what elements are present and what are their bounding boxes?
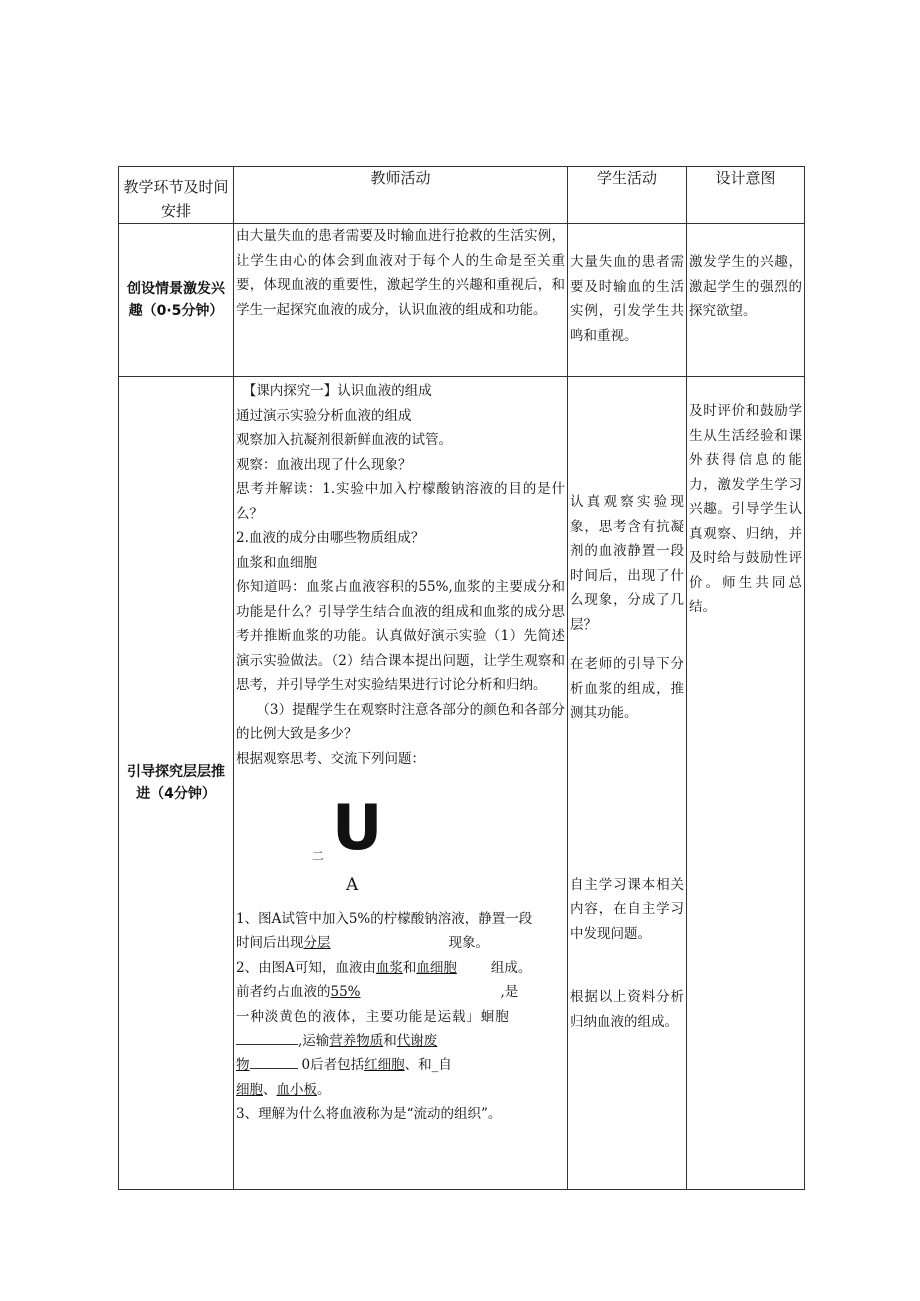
teacher-line: 观察：血液出现了什么现象？ [236, 456, 412, 473]
design-intent-scenario: 激发学生的兴趣，激起学生的强烈的探究欲望。 [689, 254, 802, 319]
teacher-line: 通过演示实验分析血液的组成 [236, 407, 412, 424]
row-inquiry [119, 377, 805, 1190]
student-activity-self-study: 自主学习课本相关内容，在自主学习中发现问题。 [570, 876, 684, 942]
question-2-line-c: 一种淡黄色的液体，主要功能是运载」蛔胞 [236, 1008, 510, 1025]
answer-platelets: 血小板 [276, 1081, 317, 1098]
answer-white-cells: 细胞 [236, 1081, 263, 1098]
lesson-plan-table [118, 166, 805, 1190]
question-2-line-d: ,运输营养物质和代谢废 [236, 1029, 565, 1053]
answer-red-blood-cells: 红细胞 [364, 1057, 405, 1074]
stage-inquiry: 引导探究层层推进（4分钟） [127, 764, 225, 802]
teacher-line: 根据观察思考、交流下列问题： [236, 750, 425, 767]
teacher-line: 观察加入抗凝剂很新鲜血液的试管。 [236, 432, 452, 448]
row-scenario [119, 224, 805, 377]
answer-blood-cells: 血细胞 [416, 959, 457, 976]
header-student-activity: 学生活动 [568, 167, 687, 224]
teacher-line: 思考并解读：1.实验中加入柠檬酸钠溶液的目的是什么？ [236, 481, 565, 522]
teacher-activity-scenario: 由大量失血的患者需要及时输血进行抢救的生活实例，让学生由心的体会到血液对于每个人的生命是至关重要，体现血液的重要性，激起学生的兴趣和重视后，和学生一起探究血液的成分，认识血液的组成和功能。 [236, 228, 565, 318]
answer-nutrients: 营养物质 [329, 1033, 384, 1050]
student-activity-analyze: 在老师的引导下分析血浆的组成，推测其功能。 [570, 656, 684, 721]
answer-plasma: 血浆 [375, 959, 403, 976]
test-tube-icon: U [332, 791, 383, 864]
design-intent-inquiry: 及时评价和鼓励学生从生活经验和课外获得信息的能力，激发学生学习兴趣。引导学生认真观察、归纳，并及时给与鼓励性评价。师生共同总结。 [689, 403, 802, 615]
header-row [119, 167, 805, 224]
question-2-line-e: 物 0后者包括红细胞、和_自 [236, 1053, 565, 1077]
header-teacher-activity: 教师活动 [234, 167, 568, 224]
student-activity-summarize: 根据以上资料分析归纳血液的组成。 [570, 989, 684, 1030]
student-activity-observe: 认真观察实验现象，思考含有抗凝剂的血液静置一段时间后，出现了什么现象，分成了几层？ [570, 494, 684, 633]
figure-label: A [346, 875, 359, 895]
header-stage-time: 教学环节及时间安排 [119, 167, 234, 224]
question-3: 3、理解为什么将血液称为是“流动的组织”。 [236, 1106, 502, 1123]
header-design-intent: 设计意图 [687, 167, 805, 224]
question-1-line-a: 1、图A试管中加入5%的柠檬酸钠溶液，静置一段 [236, 911, 533, 927]
figure-small-mark: 二 [312, 849, 325, 863]
question-2-line-a: 2、由图A可知，血液由血浆和血细胞 组成。 [236, 959, 532, 976]
answer-layering: 分层 [303, 935, 331, 952]
answer-55-percent: 55% [330, 984, 361, 1001]
teacher-line: （3）提醒学生在观察时注意各部分的颜色和各部分的比例大致是多少？ [236, 701, 565, 742]
answer-metabolic-waste: 代谢废 [396, 1033, 438, 1050]
questions-block [236, 907, 565, 1127]
question-1-line-b: 时间后出现分层 现象。 [236, 935, 489, 952]
teacher-line: 2.血液的成分由哪些物质组成？ [236, 530, 425, 546]
student-activity-scenario: 大量失血的患者需要及时输血的生活实例，引发学生共鸣和重视。 [570, 254, 684, 344]
test-tube-figure [236, 791, 565, 907]
teacher-line: 你知道吗：血浆占血液容积的55%,血浆的主要成分和功能是什么？引导学生结合血液的组成和血浆的成分思考并推断血浆的功能。认真做好演示实验（1）先简述演示实验做法。（2）结合课本提出问题，让学生观察和思考，并引导学生对实验结果进行讨论分析和归纳。 [236, 579, 565, 693]
question-2-line-f: 细胞、血小板。 [236, 1081, 331, 1098]
stage-scenario: 创设情景激发兴趣（0·5分钟） [127, 281, 225, 319]
question-2-line-b: 前者约占血液的55% ,是 [236, 984, 519, 1001]
teacher-line: 血浆和血细胞 [236, 554, 317, 571]
teacher-line: 【课内探究一】认识血液的组成 [236, 383, 432, 399]
